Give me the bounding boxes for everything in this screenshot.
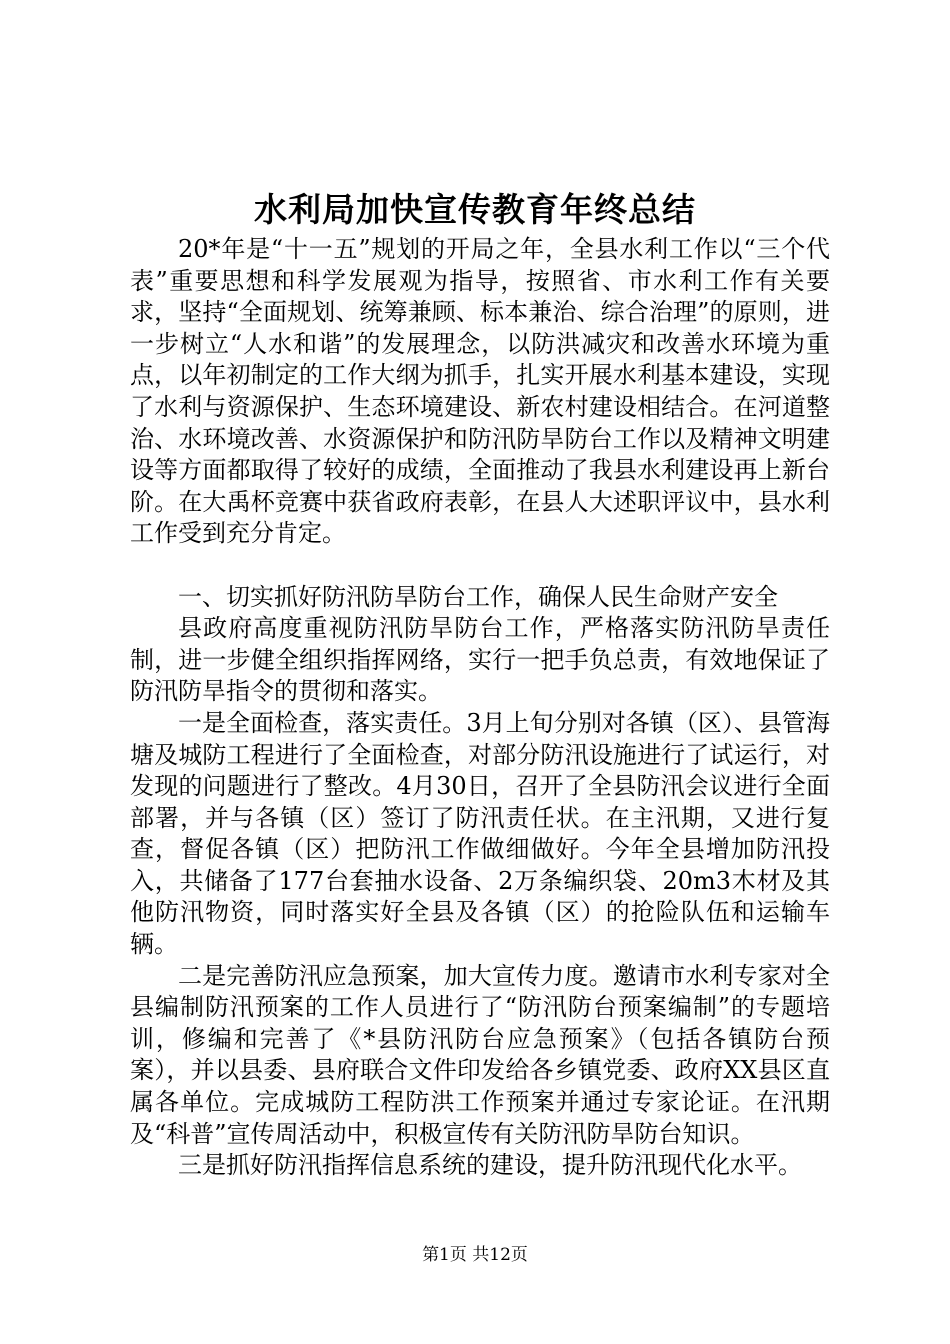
document-title: 水利局加快宣传教育年终总结 [254,190,696,229]
intro-paragraph: 20*年是“十一五”规划的开局之年，全县水利工作以“三个代表”重要思想和科学发展观为指导，按照省、市水利工作有关要求，坚持“全面规划、统筹兼顾、标本兼治、综合治理”的原则，进一步树立“人水和谐”的发展理念，以防洪减灾和改善水环境为重点，以年初制定的工作大纲为抓手，扎实开展水利基本建设，实现了水利与资源保护、生态环境建设、新农村建设相结合。在河道整治、水环境改善、水资源保护和防汛防旱防台工作以及精神文明建设等方面都取得了较好的成绩，全面推动了我县水利建设再上新台阶。在大禹杯竞赛中获省政府表彰，在县人大述职评议中，县水利工作受到充分肯定。 [130,235,830,548]
section-paragraph: 县政府高度重视防汛防旱防台工作，严格落实防汛防旱责任制，进一步健全组织指挥网络，实行一把手负总责，有效地保证了防汛防旱指令的贯彻和落实。 [130,614,830,706]
point-paragraph-1: 一是全面检查，落实责任。3月上旬分别对各镇（区）、县管海塘及城防工程进行了全面检查，对部分防汛设施进行了试运行，对发现的问题进行了整改。4月30日，召开了全县防汛会议进行全面部署，并与各镇（区）签订了防汛责任状。在主汛期，又进行复查，督促各镇（区）把防汛工作做细做好。今年全县增加防汛投入，共储备了177台套抽水设备、2万条编织袋、20m3木材及其他防汛物资，同时落实好全县及各镇（区）的抢险队伍和运输车辆。 [130,708,830,959]
section-heading: 一、切实抓好防汛防旱防台工作，确保人民生命财产安全 [178,582,778,611]
point-paragraph-3: 三是抓好防汛指挥信息系统的建设，提升防汛现代化水平。 [178,1151,802,1180]
page-footer: 第1页 共12页 [422,1245,528,1265]
document-body [130,234,830,1182]
point-paragraph-2: 二是完善防汛应急预案，加大宣传力度。邀请市水利专家对全县编制防汛预案的工作人员进行了“防汛防台预案编制”的专题培训，修编和完善了《*县防汛防台应急预案》（包括各镇防台预案），并以县委、县府联合文件印发给各乡镇党委、政府XX县区直属各单位。完成城防工程防洪工作预案并通过专家论证。在汛期及“科普”宣传周活动中，积极宣传有关防汛防旱防台知识。 [130,961,830,1148]
